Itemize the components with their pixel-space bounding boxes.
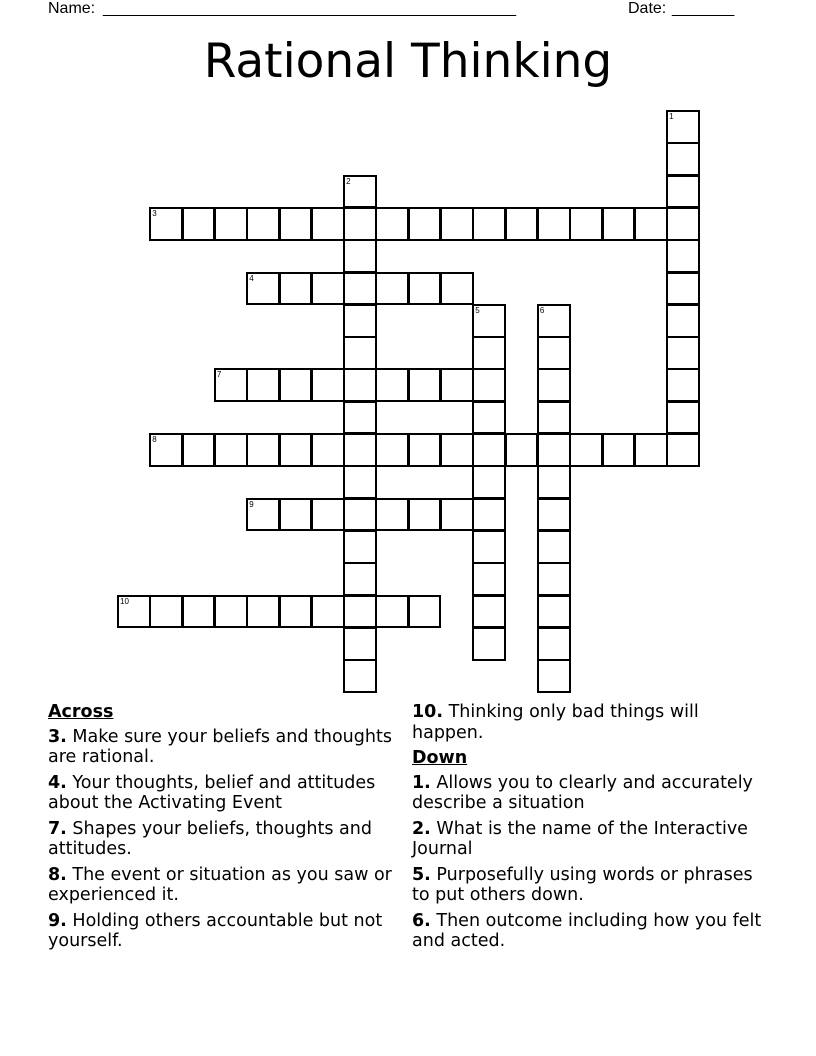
grid-cell[interactable] (408, 272, 442, 306)
grid-cell[interactable] (311, 368, 345, 402)
grid-cell[interactable] (182, 207, 216, 241)
down-heading: Down (412, 748, 468, 768)
down-clue (412, 911, 772, 952)
clue-text: Allows you to clearly and accurately describe a situation (412, 772, 753, 813)
grid-cell[interactable] (602, 433, 636, 467)
across-clue (48, 727, 398, 768)
grid-cell[interactable] (246, 207, 280, 241)
clue-number: 10. (412, 702, 444, 722)
grid-cell[interactable] (440, 207, 474, 241)
grid-cell[interactable] (666, 272, 700, 306)
clue-text: Your thoughts, belief and attitudes about the Activating Event (48, 772, 376, 813)
grid-cell[interactable] (634, 207, 668, 241)
clue-text: Thinking only bad things will happen. (412, 702, 699, 743)
grid-cell[interactable] (311, 433, 345, 467)
grid-cell[interactable] (343, 239, 377, 273)
grid-cell[interactable] (343, 562, 377, 596)
grid-cell[interactable] (537, 465, 571, 499)
grid-cell[interactable] (311, 498, 345, 532)
grid-cell[interactable] (537, 562, 571, 596)
grid-cell[interactable] (214, 595, 248, 629)
grid-cell[interactable] (505, 207, 539, 241)
across-clue (412, 702, 772, 743)
grid-cell[interactable] (375, 433, 409, 467)
grid-cell[interactable] (472, 207, 506, 241)
grid-cell[interactable] (569, 433, 603, 467)
grid-cell[interactable] (666, 401, 700, 435)
grid-cell[interactable] (602, 207, 636, 241)
grid-cell[interactable] (182, 595, 216, 629)
grid-cell[interactable] (472, 498, 506, 532)
grid-cell[interactable] (666, 142, 700, 176)
down-clue (412, 773, 772, 814)
clues-left-column (48, 702, 398, 957)
clue-text: Purposefully using words or phrases to put others down. (412, 864, 753, 905)
clue-number: 6. (412, 910, 431, 931)
across-clue (48, 819, 398, 860)
grid-cell[interactable] (666, 110, 700, 144)
cell-number: 2 (346, 176, 351, 186)
name-blank-line: ________________________________________________ (103, 0, 516, 17)
grid-cell[interactable] (472, 401, 506, 435)
grid-cell[interactable] (537, 304, 571, 338)
cell-number: 1 (669, 112, 674, 121)
cell-number: 3 (152, 208, 157, 218)
clue-text: Holding others accountable but not yourself. (48, 910, 383, 951)
grid-cell[interactable] (375, 207, 409, 241)
grid-cell[interactable] (246, 498, 280, 532)
grid-cell[interactable] (408, 368, 442, 402)
cell-number: 9 (249, 499, 254, 509)
grid-cell[interactable] (149, 207, 183, 241)
grid-cell[interactable] (117, 595, 151, 629)
grid-cell[interactable] (214, 433, 248, 467)
grid-cell[interactable] (149, 595, 183, 629)
grid-cell[interactable] (666, 368, 700, 402)
grid-cell[interactable] (666, 304, 700, 338)
grid-cell[interactable] (375, 595, 409, 629)
grid-cell[interactable] (343, 659, 377, 693)
down-clue (412, 865, 772, 906)
grid-cell[interactable] (537, 659, 571, 693)
grid-cell[interactable] (666, 336, 700, 370)
grid-cell[interactable] (182, 433, 216, 467)
grid-cell[interactable] (537, 368, 571, 402)
grid-cell[interactable] (343, 465, 377, 499)
grid-cell[interactable] (343, 401, 377, 435)
grid-cell[interactable] (246, 368, 280, 402)
puzzle-title: Rational Thinking (203, 34, 613, 89)
grid-cell[interactable] (472, 562, 506, 596)
grid-cell[interactable] (279, 272, 313, 306)
grid-cell[interactable] (472, 336, 506, 370)
grid-cell[interactable] (569, 207, 603, 241)
clue-text: The event or situation as you saw or experienced it. (48, 864, 392, 905)
grid-cell[interactable] (408, 207, 442, 241)
cell-number: 10 (120, 596, 129, 606)
clue-text: Make sure your beliefs and thoughts are rational. (48, 726, 392, 767)
grid-cell[interactable] (472, 627, 506, 661)
grid-cell[interactable] (343, 498, 377, 532)
grid-cell[interactable] (279, 595, 313, 629)
grid-cell[interactable] (246, 433, 280, 467)
grid-cell[interactable] (472, 433, 506, 467)
cell-number: 6 (539, 305, 545, 315)
grid-cell[interactable] (343, 595, 377, 629)
grid-cell[interactable] (408, 498, 442, 532)
grid-cell[interactable] (343, 368, 377, 402)
grid-cell[interactable] (537, 433, 571, 467)
grid-cell[interactable] (440, 368, 474, 402)
clue-number: 4. (48, 772, 67, 793)
grid-cell[interactable] (311, 207, 345, 241)
clue-number: 1. (412, 772, 431, 793)
grid-cell[interactable] (472, 465, 506, 499)
grid-cell[interactable] (343, 272, 377, 306)
cell-number: 5 (475, 305, 480, 315)
across-clue (48, 911, 398, 952)
grid-cell[interactable] (440, 498, 474, 532)
clue-number: 7. (48, 818, 67, 839)
grid-cell[interactable] (408, 433, 442, 467)
clue-number: 5. (412, 864, 431, 885)
grid-cell[interactable] (537, 336, 571, 370)
clue-text: Shapes your beliefs, thoughts and attitudes. (48, 818, 372, 859)
grid-cell[interactable] (279, 368, 313, 402)
clue-text: What is the name of the Interactive Journal (412, 818, 748, 859)
grid-cell[interactable] (472, 530, 506, 564)
grid-cell[interactable] (343, 530, 377, 564)
grid-cell[interactable] (343, 336, 377, 370)
grid-cell[interactable] (666, 239, 700, 273)
grid-cell[interactable] (246, 595, 280, 629)
clue-number: 3. (48, 726, 67, 747)
grid-cell[interactable] (343, 304, 377, 338)
grid-cell[interactable] (408, 595, 442, 629)
clue-number: 9. (48, 910, 67, 931)
cell-number: 4 (249, 273, 254, 283)
grid-cell[interactable] (634, 433, 668, 467)
grid-cell[interactable] (246, 272, 280, 306)
grid-cell[interactable] (343, 627, 377, 661)
clues-right-column (412, 702, 772, 957)
cell-number: 8 (152, 435, 157, 444)
grid-cell[interactable] (537, 530, 571, 564)
date-blank-line: _______ (672, 0, 735, 17)
grid-cell[interactable] (537, 498, 571, 532)
grid-cell[interactable] (311, 595, 345, 629)
grid-cell[interactable] (279, 498, 313, 532)
grid-cell[interactable] (666, 207, 700, 241)
grid-cell[interactable] (343, 175, 377, 209)
across-heading: Across (48, 702, 114, 722)
grid-cell[interactable] (666, 175, 700, 209)
grid-cell[interactable] (472, 368, 506, 402)
grid-cell[interactable] (537, 207, 571, 241)
grid-cell[interactable] (279, 433, 313, 467)
grid-cell[interactable] (472, 595, 506, 629)
grid-cell[interactable] (214, 368, 248, 402)
date-label: Date: (628, 0, 667, 17)
grid-cell[interactable] (375, 368, 409, 402)
name-label: Name: (48, 0, 96, 17)
grid-cell[interactable] (666, 433, 700, 467)
clue-number: 8. (48, 864, 67, 885)
across-clue (48, 865, 398, 906)
down-clue (412, 819, 772, 860)
grid-cell[interactable] (440, 433, 474, 467)
grid-cell[interactable] (343, 207, 377, 241)
clue-text: Then outcome including how you felt and acted. (412, 910, 762, 951)
grid-cell[interactable] (375, 498, 409, 532)
grid-cell[interactable] (375, 272, 409, 306)
grid-cell[interactable] (149, 433, 183, 467)
grid-cell[interactable] (440, 272, 474, 306)
grid-cell[interactable] (537, 627, 571, 661)
across-clue (48, 773, 398, 814)
grid-cell[interactable] (537, 595, 571, 629)
cell-number: 7 (216, 370, 222, 380)
grid-cell[interactable] (343, 433, 377, 467)
grid-cell[interactable] (537, 401, 571, 435)
grid-cell[interactable] (472, 304, 506, 338)
grid-cell[interactable] (279, 207, 313, 241)
clue-number: 2. (412, 818, 431, 839)
grid-cell[interactable] (311, 272, 345, 306)
grid-cell[interactable] (214, 207, 248, 241)
grid-cell[interactable] (505, 433, 539, 467)
